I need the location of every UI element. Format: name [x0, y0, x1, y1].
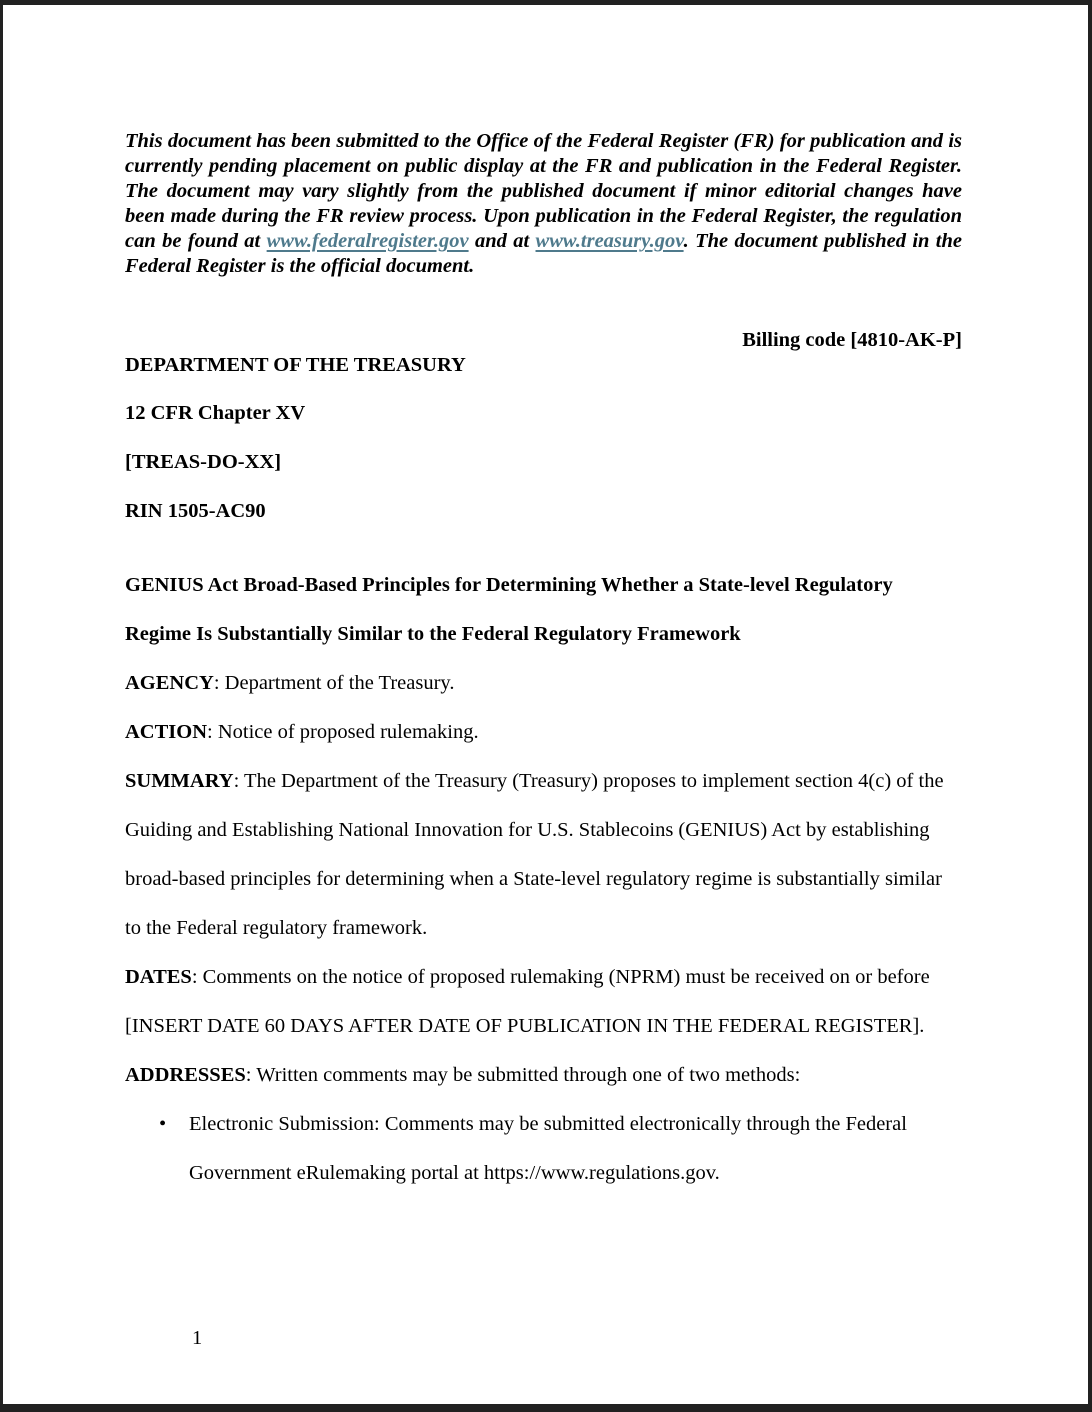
action-section: [125, 708, 962, 757]
bullet-text: Electronic Submission: Comments may be submitted electronically through the Federal Government eRulemaking portal at https://www.regulations.gov.: [189, 1113, 907, 1184]
disclaimer-text-3: . The document published in the Federal Register is the official document.: [125, 230, 962, 277]
addresses-section: [125, 1051, 962, 1100]
document-body: [125, 389, 962, 1198]
page-content: [125, 129, 962, 1198]
action-text: : Notice of proposed rulemaking.: [207, 721, 479, 743]
department-heading: DEPARTMENT OF THE TREASURY: [125, 354, 466, 376]
cfr-chapter-line: 12 CFR Chapter XV: [125, 402, 306, 424]
billing-code-line: Billing code [4810-AK-P]: [742, 329, 962, 351]
agency-label: AGENCY: [125, 672, 214, 694]
agency-text: : Department of the Treasury.: [213, 672, 455, 694]
action-label: ACTION: [125, 721, 208, 743]
addresses-label: ADDRESSES: [125, 1064, 246, 1086]
list-item: [125, 1100, 962, 1198]
treasury-gov-link[interactable]: www.treasury.gov: [535, 230, 684, 252]
disclaimer-text-2: and at: [468, 230, 536, 252]
addresses-text: : Written comments may be submitted through one of two methods:: [245, 1064, 801, 1086]
page-number: 1: [192, 1327, 203, 1349]
docket-number-line: [TREAS-DO-XX]: [125, 451, 282, 473]
bullet-icon: •: [159, 1113, 167, 1135]
dates-text: : Comments on the notice of proposed rulemaking (NPRM) must be received on or before [INSERT DATE 60 DAYS AFTER DATE OF PUBLICATION IN THE FEDERAL REGISTER].: [125, 966, 930, 1037]
summary-label: SUMMARY: [125, 770, 234, 792]
fr-disclaimer-paragraph: [125, 129, 962, 279]
summary-text: : The Department of the Treasury (Treasury) proposes to implement section 4(c) of the Guiding and Establishing National Innovation for U.S. Stablecoins (GENIUS) Act by establishing broad-based principles for determining when a State-level regulatory regime is substantially similar to the Federal regulatory framework.: [125, 770, 944, 939]
summary-section: [125, 757, 962, 953]
rin-line: RIN 1505-AC90: [125, 500, 266, 522]
dates-label: DATES: [125, 966, 192, 988]
agency-section: [125, 659, 962, 708]
document-title: GENIUS Act Broad-Based Principles for Determining Whether a State-level Regulatory Regime Is Substantially Similar to the Federal Regulatory Framework: [125, 574, 893, 645]
dates-section: [125, 953, 962, 1051]
disclaimer-text-1: This document has been submitted to the Office of the Federal Register (FR) for publication and is currently pending placement on public display at the FR and publication in the Federal Register. The document may vary slightly from the published document if minor editorial changes have been made during the FR review process. Upon publication in the Federal Register, the regulation can be found at: [125, 130, 962, 252]
federalregister-gov-link[interactable]: www.federalregister.gov: [266, 230, 469, 252]
